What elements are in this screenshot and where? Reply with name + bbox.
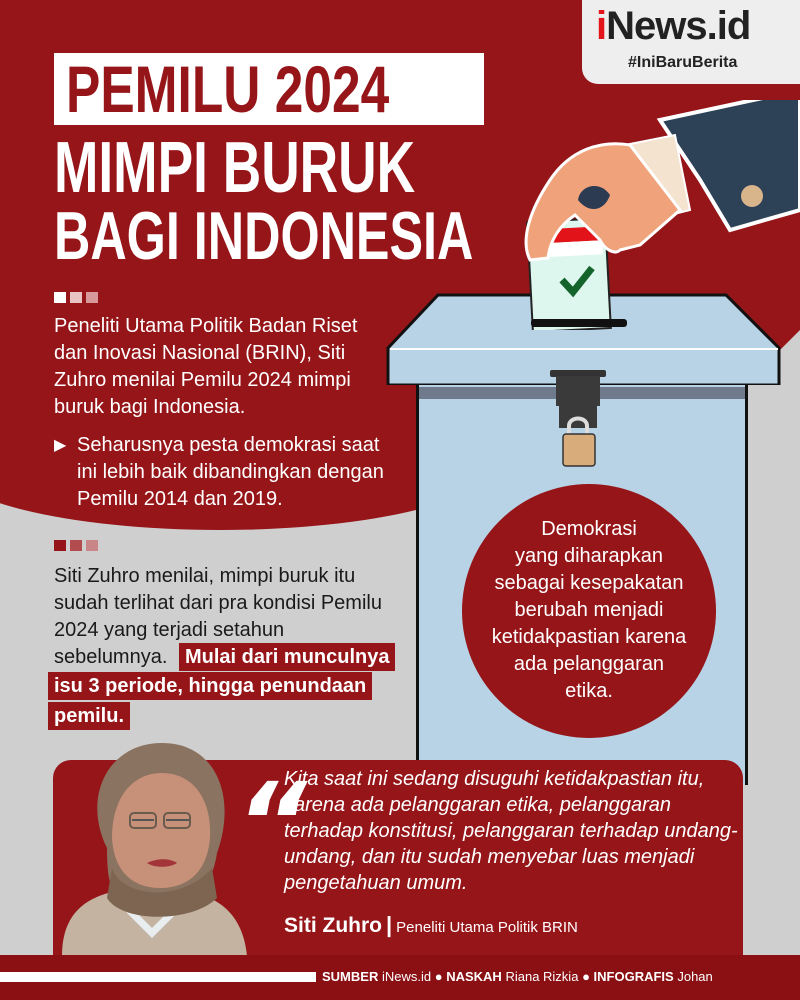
quote-author-role: Peneliti Utama Politik BRIN (396, 919, 578, 936)
bullet-dot-icon: ● (582, 969, 590, 984)
highlight-line-1: Mulai dari munculnya (179, 643, 395, 671)
designer-label: INFOGRAFIS (593, 969, 674, 984)
source-label: SUMBER (322, 969, 379, 984)
highlight-line-3: pemilu. (48, 702, 130, 730)
circle-line: etika. (565, 680, 613, 702)
triangle-bullet-icon: ▶ (54, 437, 67, 454)
portrait-siti-zuhro (52, 738, 252, 956)
analysis-paragraph: Siti Zuhro menilai, mimpi buruk itu sudah terlihat dari pra kondisi Pemilu 2024 yang terjadi setahun sebelumnya. (54, 565, 382, 668)
circle-line: berubah menjadi (514, 599, 664, 621)
writer-value: Riana Rizkia (505, 969, 579, 984)
bullet-dot-icon: ● (434, 969, 443, 984)
writer-label: NASKAH (446, 969, 502, 984)
padlock-icon (550, 368, 612, 468)
circle-line: yang diharapkan (515, 545, 663, 567)
bullet-text: Seharusnya pesta demokrasi saat ini lebih baik dibandingkan dengan Pemilu 2014 dan 2019. (77, 434, 384, 510)
key-point-circle (462, 484, 716, 738)
footer-divider (0, 972, 316, 982)
ballot-slot (531, 319, 627, 327)
source-value: iNews.id (381, 969, 432, 984)
title-line-2: MIMPI BURUK (54, 128, 416, 208)
intro-paragraph: Peneliti Utama Politik Badan Riset dan Inovasi Nasional (BRIN), Siti Zuhro menilai Pemilu 2024 mimpi buruk bagi Indonesia. (54, 315, 358, 418)
quote-mark-icon: “ (236, 759, 307, 887)
section-marker-icon (54, 540, 98, 551)
circle-line: Demokrasi (541, 518, 637, 540)
quote-text: Kita saat ini sedang disuguhi ketidakpastian itu, karena ada pelanggaran etika, pelanggaran terhadap konstitusi, pelanggaran terhadap undang-undang, dan itu sudah menyebar luas menjadi pengetahuan umum. (284, 768, 738, 894)
title-line-1: PEMILU 2024 (66, 52, 390, 126)
section-marker-icon (54, 292, 98, 303)
logo-rest: News.id (606, 4, 751, 48)
brand-logo[interactable] (582, 0, 800, 84)
circle-line: sebagai kesepakatan (494, 572, 684, 594)
designer-value: Johan (677, 969, 713, 984)
attribution-separator: | (386, 912, 393, 937)
title-line-3: BAGI INDONESIA (54, 198, 474, 274)
quote-attribution (284, 912, 578, 938)
logo-i: i (596, 4, 607, 48)
circle-line: ada pelanggaran (513, 653, 665, 675)
bullet-point (54, 432, 384, 513)
hand-voting-illustration (430, 100, 800, 330)
credits-text (322, 969, 713, 984)
quote-author-name: Siti Zuhro (284, 914, 382, 937)
circle-line: ketidakpastian karena (491, 626, 687, 648)
highlight-line-2: isu 3 periode, hingga penundaan (48, 672, 372, 700)
logo-tagline: #IniBaruBerita (628, 54, 738, 71)
logo-wordmark (596, 4, 750, 49)
